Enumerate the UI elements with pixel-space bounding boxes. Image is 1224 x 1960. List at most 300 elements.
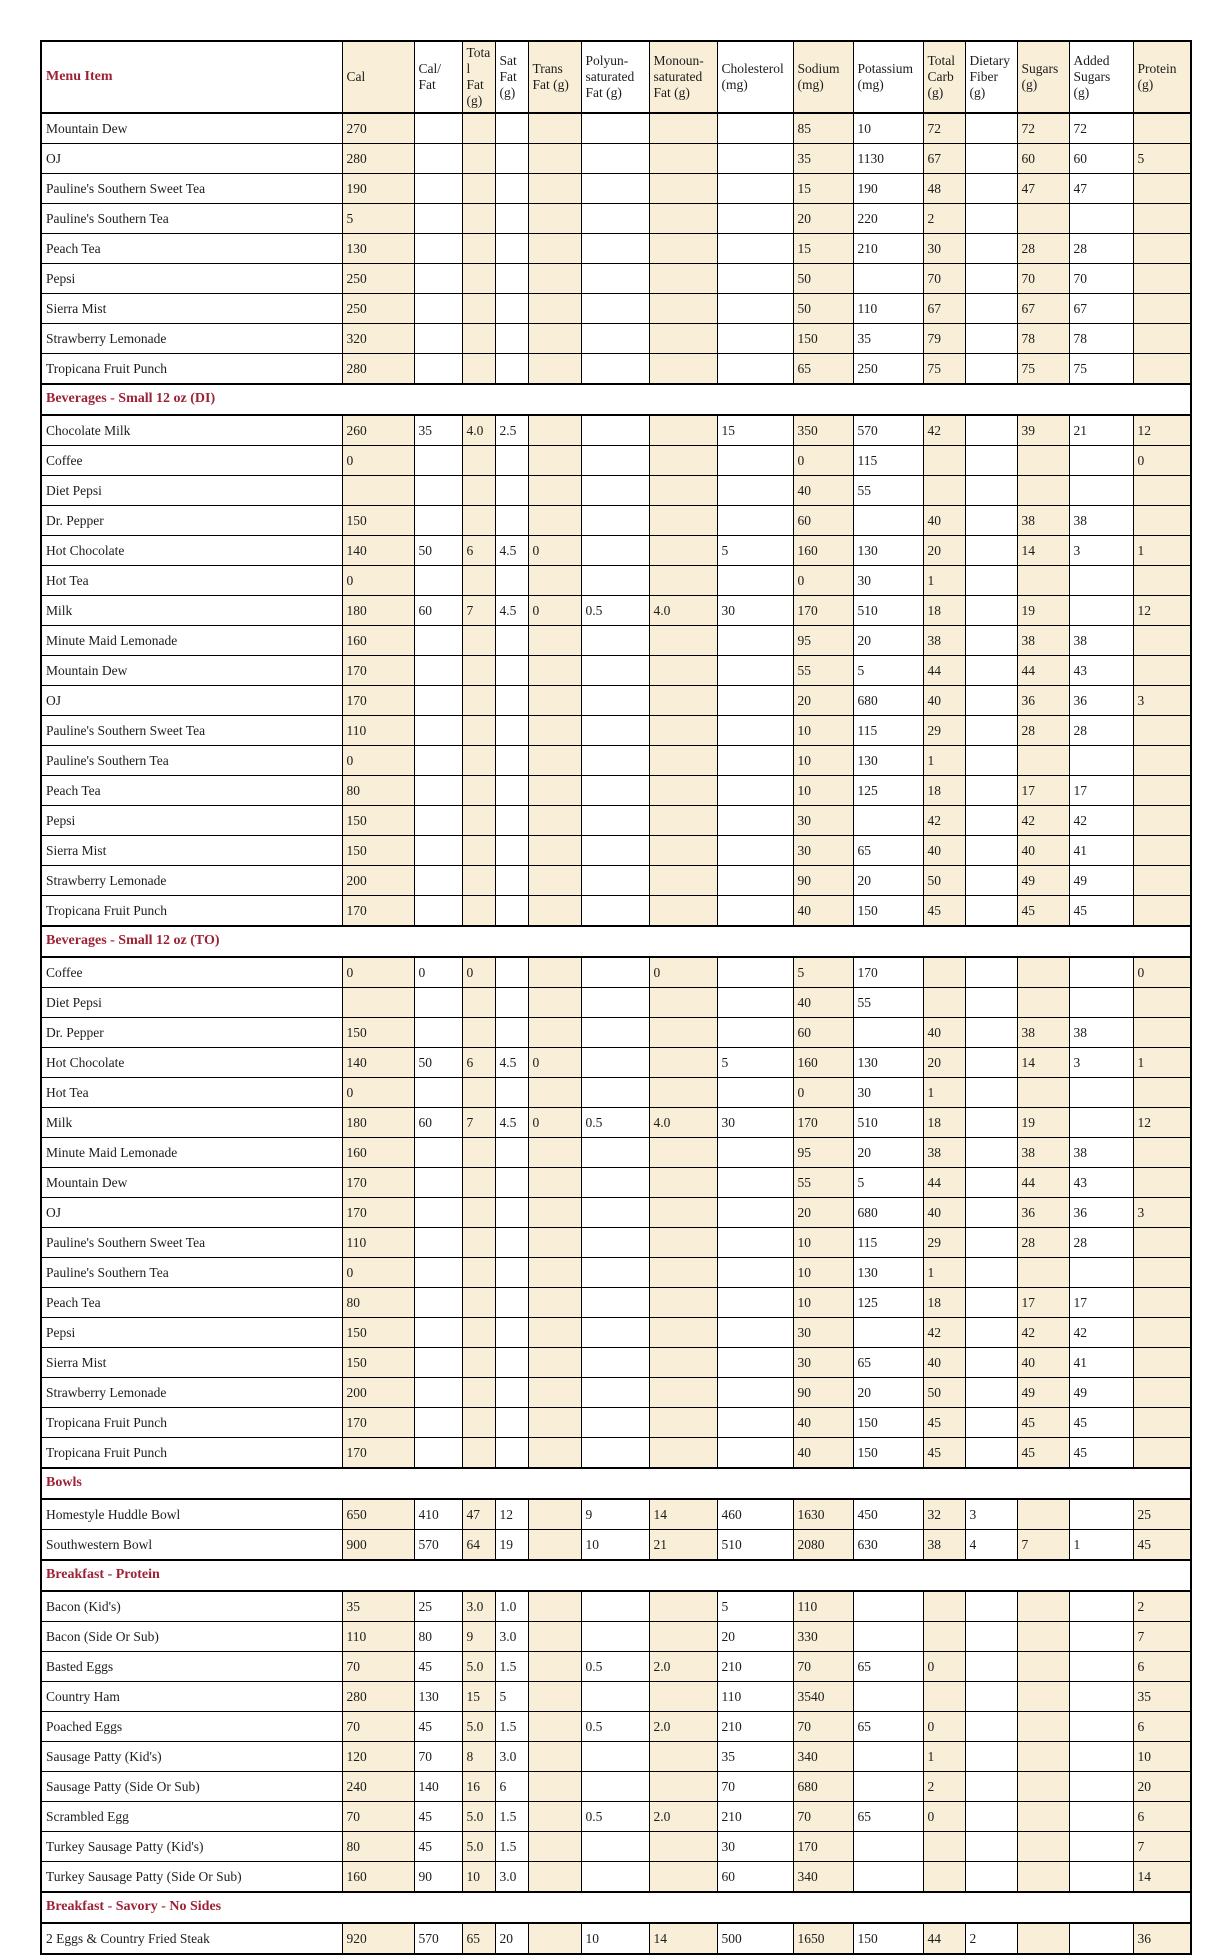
value-cell <box>414 1408 462 1438</box>
value-cell <box>414 1288 462 1318</box>
value-cell <box>965 1438 1017 1469</box>
menu-item-cell: Pauline's Southern Tea <box>41 204 342 234</box>
value-cell: 28 <box>1069 1228 1133 1258</box>
value-cell: 5.0 <box>462 1802 495 1832</box>
value-cell <box>462 656 495 686</box>
value-cell: 38 <box>1017 506 1069 536</box>
value-cell <box>1069 1108 1133 1138</box>
table-row <box>41 656 1191 686</box>
value-cell <box>581 1348 649 1378</box>
value-cell: 115 <box>853 446 923 476</box>
value-cell <box>581 686 649 716</box>
value-cell <box>853 1772 923 1802</box>
value-cell <box>414 1438 462 1469</box>
value-cell <box>965 1832 1017 1862</box>
value-cell: 510 <box>853 596 923 626</box>
value-cell <box>414 294 462 324</box>
value-cell: 3 <box>1133 1198 1191 1228</box>
value-cell <box>717 354 793 385</box>
value-cell: 80 <box>342 776 414 806</box>
menu-item-cell: Mountain Dew <box>41 1168 342 1198</box>
value-cell: 170 <box>342 1168 414 1198</box>
value-cell <box>581 1018 649 1048</box>
value-cell <box>649 234 717 264</box>
value-cell: 20 <box>923 536 965 566</box>
value-cell: 110 <box>342 1228 414 1258</box>
value-cell <box>462 988 495 1018</box>
value-cell: 15 <box>462 1682 495 1712</box>
value-cell <box>342 988 414 1018</box>
value-cell <box>1017 746 1069 776</box>
value-cell: 1 <box>923 1258 965 1288</box>
section-header-row <box>41 1468 1191 1499</box>
value-cell: 41 <box>1069 1348 1133 1378</box>
value-cell: 80 <box>342 1832 414 1862</box>
value-cell: 40 <box>1017 836 1069 866</box>
value-cell <box>581 1198 649 1228</box>
value-cell: 17 <box>1017 776 1069 806</box>
menu-item-cell: Dr. Pepper <box>41 1018 342 1048</box>
value-cell: 44 <box>923 1168 965 1198</box>
value-cell: 42 <box>1069 1318 1133 1348</box>
value-cell <box>495 1198 528 1228</box>
column-header-added-sugars-g: Added Sugars (g) <box>1069 41 1133 113</box>
value-cell <box>1017 476 1069 506</box>
value-cell: 36 <box>1069 1198 1133 1228</box>
value-cell: 47 <box>1017 174 1069 204</box>
value-cell <box>1069 746 1133 776</box>
value-cell <box>581 776 649 806</box>
value-cell: 60 <box>793 506 853 536</box>
menu-item-cell: Basted Eggs <box>41 1652 342 1682</box>
section-header-row <box>41 1892 1191 1923</box>
value-cell: 0 <box>342 1258 414 1288</box>
value-cell <box>462 896 495 927</box>
value-cell <box>717 806 793 836</box>
value-cell <box>649 204 717 234</box>
value-cell <box>528 686 581 716</box>
value-cell <box>717 1168 793 1198</box>
value-cell: 0 <box>528 536 581 566</box>
value-cell: 3.0 <box>495 1862 528 1893</box>
value-cell <box>965 536 1017 566</box>
value-cell: 41 <box>1069 836 1133 866</box>
value-cell <box>528 1772 581 1802</box>
value-cell <box>1133 656 1191 686</box>
value-cell <box>414 476 462 506</box>
value-cell <box>965 836 1017 866</box>
value-cell: 17 <box>1069 1288 1133 1318</box>
value-cell <box>462 1168 495 1198</box>
menu-item-cell: Tropicana Fruit Punch <box>41 896 342 927</box>
value-cell <box>414 746 462 776</box>
value-cell: 120 <box>342 1742 414 1772</box>
value-cell: 70 <box>793 1712 853 1742</box>
value-cell <box>528 836 581 866</box>
value-cell <box>649 1228 717 1258</box>
column-header-cal-fat: Cal/ Fat <box>414 41 462 113</box>
value-cell: 95 <box>793 626 853 656</box>
value-cell <box>853 1318 923 1348</box>
value-cell: 210 <box>717 1802 793 1832</box>
value-cell <box>462 1258 495 1288</box>
value-cell: 0 <box>649 957 717 988</box>
value-cell <box>495 144 528 174</box>
value-cell: 21 <box>1069 415 1133 446</box>
value-cell: 30 <box>717 1108 793 1138</box>
value-cell <box>462 1018 495 1048</box>
table-row <box>41 1742 1191 1772</box>
value-cell <box>528 1591 581 1622</box>
menu-item-cell: Scrambled Egg <box>41 1802 342 1832</box>
value-cell: 130 <box>414 1682 462 1712</box>
value-cell <box>528 113 581 144</box>
value-cell <box>649 566 717 596</box>
value-cell <box>1133 324 1191 354</box>
value-cell <box>528 1652 581 1682</box>
value-cell <box>649 506 717 536</box>
section-header-breakfast-savory-no-sides: Breakfast - Savory - No Sides <box>41 1892 1191 1923</box>
value-cell: 20 <box>853 626 923 656</box>
value-cell: 170 <box>342 656 414 686</box>
value-cell: 150 <box>853 1923 923 1954</box>
value-cell: 150 <box>342 1318 414 1348</box>
value-cell <box>528 1499 581 1530</box>
value-cell <box>649 415 717 446</box>
value-cell: 64 <box>462 1530 495 1561</box>
table-row <box>41 113 1191 144</box>
table-row <box>41 415 1191 446</box>
value-cell <box>1133 1258 1191 1288</box>
value-cell: 72 <box>1017 113 1069 144</box>
value-cell <box>528 476 581 506</box>
value-cell <box>717 1348 793 1378</box>
menu-item-cell: Chocolate Milk <box>41 415 342 446</box>
value-cell <box>414 776 462 806</box>
value-cell <box>965 415 1017 446</box>
value-cell: 38 <box>1017 1138 1069 1168</box>
value-cell: 180 <box>342 596 414 626</box>
value-cell <box>581 113 649 144</box>
value-cell <box>462 836 495 866</box>
value-cell <box>649 1258 717 1288</box>
value-cell: 6 <box>1133 1712 1191 1742</box>
value-cell: 630 <box>853 1530 923 1561</box>
value-cell: 1 <box>923 1742 965 1772</box>
menu-item-cell: Peach Tea <box>41 234 342 264</box>
value-cell <box>462 566 495 596</box>
value-cell: 38 <box>1069 626 1133 656</box>
value-cell: 1.5 <box>495 1832 528 1862</box>
value-cell <box>649 113 717 144</box>
value-cell: 44 <box>1017 656 1069 686</box>
value-cell <box>649 1168 717 1198</box>
value-cell <box>717 174 793 204</box>
value-cell <box>1017 957 1069 988</box>
value-cell <box>965 686 1017 716</box>
value-cell <box>649 1682 717 1712</box>
value-cell: 70 <box>342 1652 414 1682</box>
value-cell <box>717 1438 793 1469</box>
value-cell <box>495 716 528 746</box>
value-cell <box>717 836 793 866</box>
value-cell: 330 <box>793 1622 853 1652</box>
value-cell <box>717 506 793 536</box>
value-cell <box>581 1591 649 1622</box>
value-cell <box>462 144 495 174</box>
value-cell: 35 <box>1133 1682 1191 1712</box>
value-cell: 10 <box>1133 1742 1191 1772</box>
value-cell: 240 <box>342 1772 414 1802</box>
value-cell: 2 <box>923 1772 965 1802</box>
value-cell: 20 <box>495 1923 528 1954</box>
value-cell: 160 <box>342 626 414 656</box>
value-cell: 30 <box>793 836 853 866</box>
value-cell <box>649 626 717 656</box>
value-cell: 125 <box>853 776 923 806</box>
value-cell: 0 <box>793 566 853 596</box>
value-cell: 150 <box>853 1408 923 1438</box>
value-cell: 210 <box>717 1712 793 1742</box>
value-cell: 30 <box>717 596 793 626</box>
value-cell <box>495 446 528 476</box>
value-cell: 45 <box>414 1652 462 1682</box>
column-header-row <box>41 41 1191 113</box>
value-cell: 55 <box>793 656 853 686</box>
value-cell: 160 <box>342 1138 414 1168</box>
value-cell: 38 <box>923 626 965 656</box>
value-cell: 6 <box>462 536 495 566</box>
menu-item-cell: Strawberry Lemonade <box>41 324 342 354</box>
table-row <box>41 1923 1191 1954</box>
table-row <box>41 1348 1191 1378</box>
value-cell: 50 <box>793 294 853 324</box>
value-cell: 1.5 <box>495 1802 528 1832</box>
table-row <box>41 1318 1191 1348</box>
value-cell: 50 <box>923 1378 965 1408</box>
value-cell <box>649 716 717 746</box>
value-cell <box>495 324 528 354</box>
value-cell <box>581 1138 649 1168</box>
value-cell <box>414 716 462 746</box>
value-cell <box>649 836 717 866</box>
value-cell <box>1069 446 1133 476</box>
value-cell: 5 <box>853 1168 923 1198</box>
value-cell <box>1133 866 1191 896</box>
value-cell <box>1133 746 1191 776</box>
menu-item-cell: Pauline's Southern Sweet Tea <box>41 174 342 204</box>
value-cell <box>965 806 1017 836</box>
value-cell <box>649 174 717 204</box>
value-cell <box>462 1288 495 1318</box>
value-cell: 21 <box>649 1530 717 1561</box>
value-cell <box>495 174 528 204</box>
value-cell: 50 <box>793 264 853 294</box>
value-cell: 17 <box>1017 1288 1069 1318</box>
value-cell <box>649 1078 717 1108</box>
value-cell <box>923 1591 965 1622</box>
value-cell: 4 <box>965 1530 1017 1561</box>
value-cell: 32 <box>923 1499 965 1530</box>
menu-item-cell: Mountain Dew <box>41 656 342 686</box>
value-cell <box>717 1258 793 1288</box>
value-cell <box>528 1742 581 1772</box>
menu-item-cell: Country Ham <box>41 1682 342 1712</box>
value-cell <box>414 113 462 144</box>
table-row <box>41 1591 1191 1622</box>
value-cell <box>717 896 793 927</box>
value-cell <box>581 354 649 385</box>
value-cell: 67 <box>1017 294 1069 324</box>
value-cell <box>495 113 528 144</box>
value-cell: 18 <box>923 1108 965 1138</box>
value-cell <box>414 626 462 656</box>
value-cell <box>1069 1862 1133 1893</box>
value-cell: 38 <box>1017 626 1069 656</box>
value-cell: 80 <box>414 1622 462 1652</box>
value-cell: 110 <box>342 1622 414 1652</box>
value-cell <box>462 1228 495 1258</box>
value-cell <box>495 746 528 776</box>
value-cell <box>1069 1682 1133 1712</box>
value-cell <box>528 1228 581 1258</box>
value-cell: 14 <box>1017 1048 1069 1078</box>
value-cell: 170 <box>342 686 414 716</box>
value-cell: 60 <box>1017 144 1069 174</box>
value-cell <box>528 1018 581 1048</box>
value-cell <box>462 506 495 536</box>
value-cell: 35 <box>853 324 923 354</box>
value-cell <box>1133 1078 1191 1108</box>
value-cell <box>528 626 581 656</box>
value-cell: 0 <box>528 1108 581 1138</box>
table-row <box>41 264 1191 294</box>
column-header-protein-g: Protein (g) <box>1133 41 1191 113</box>
value-cell: 40 <box>793 1408 853 1438</box>
value-cell <box>581 1258 649 1288</box>
value-cell <box>1133 174 1191 204</box>
value-cell: 30 <box>853 566 923 596</box>
value-cell: 340 <box>793 1742 853 1772</box>
value-cell <box>462 686 495 716</box>
table-row <box>41 626 1191 656</box>
value-cell: 65 <box>853 1802 923 1832</box>
value-cell: 110 <box>717 1682 793 1712</box>
value-cell <box>1133 354 1191 385</box>
value-cell: 280 <box>342 144 414 174</box>
value-cell <box>1017 1862 1069 1893</box>
table-row <box>41 957 1191 988</box>
value-cell <box>965 354 1017 385</box>
value-cell <box>853 806 923 836</box>
value-cell <box>528 1078 581 1108</box>
menu-item-cell: Peach Tea <box>41 1288 342 1318</box>
value-cell: 130 <box>853 746 923 776</box>
table-row <box>41 1408 1191 1438</box>
value-cell <box>495 957 528 988</box>
table-row <box>41 1198 1191 1228</box>
table-row <box>41 354 1191 385</box>
value-cell <box>965 476 1017 506</box>
value-cell <box>1069 1712 1133 1742</box>
value-cell <box>462 716 495 746</box>
column-header-menu-item: Menu Item <box>41 41 342 113</box>
value-cell <box>462 1318 495 1348</box>
value-cell <box>1017 1712 1069 1742</box>
value-cell: 10 <box>793 1288 853 1318</box>
value-cell: 4.0 <box>649 1108 717 1138</box>
value-cell <box>528 506 581 536</box>
table-row <box>41 294 1191 324</box>
value-cell: 0 <box>342 446 414 476</box>
value-cell: 5 <box>1133 144 1191 174</box>
value-cell: 19 <box>1017 1108 1069 1138</box>
value-cell: 18 <box>923 1288 965 1318</box>
value-cell <box>414 1348 462 1378</box>
value-cell <box>462 866 495 896</box>
value-cell <box>528 1802 581 1832</box>
value-cell <box>581 656 649 686</box>
value-cell <box>581 324 649 354</box>
value-cell <box>462 324 495 354</box>
value-cell <box>528 746 581 776</box>
value-cell <box>462 294 495 324</box>
value-cell: 250 <box>853 354 923 385</box>
value-cell: 30 <box>793 1318 853 1348</box>
value-cell: 90 <box>793 1378 853 1408</box>
menu-item-cell: Poached Eggs <box>41 1712 342 1742</box>
value-cell <box>528 1622 581 1652</box>
value-cell: 44 <box>923 1923 965 1954</box>
value-cell <box>965 1018 1017 1048</box>
value-cell <box>528 1438 581 1469</box>
value-cell: 65 <box>462 1923 495 1954</box>
value-cell <box>853 1832 923 1862</box>
value-cell <box>649 1408 717 1438</box>
value-cell: 20 <box>923 1048 965 1078</box>
value-cell: 190 <box>853 174 923 204</box>
value-cell <box>1133 836 1191 866</box>
table-row <box>41 566 1191 596</box>
value-cell: 55 <box>793 1168 853 1198</box>
value-cell: 3.0 <box>495 1742 528 1772</box>
table-row <box>41 1772 1191 1802</box>
value-cell: 20 <box>793 204 853 234</box>
value-cell: 75 <box>1017 354 1069 385</box>
value-cell: 3 <box>1069 536 1133 566</box>
value-cell <box>1069 1622 1133 1652</box>
value-cell: 44 <box>1017 1168 1069 1198</box>
value-cell: 85 <box>793 113 853 144</box>
value-cell <box>528 1288 581 1318</box>
value-cell: 7 <box>1133 1832 1191 1862</box>
value-cell: 160 <box>793 1048 853 1078</box>
value-cell: 0 <box>528 1048 581 1078</box>
value-cell: 18 <box>923 776 965 806</box>
value-cell <box>495 294 528 324</box>
value-cell <box>528 1138 581 1168</box>
value-cell: 570 <box>853 415 923 446</box>
value-cell <box>1069 1652 1133 1682</box>
value-cell: 7 <box>462 1108 495 1138</box>
value-cell: 3.0 <box>495 1622 528 1652</box>
value-cell <box>414 566 462 596</box>
column-header-cal: Cal <box>342 41 414 113</box>
value-cell <box>965 446 1017 476</box>
table-row <box>41 204 1191 234</box>
value-cell <box>1133 1438 1191 1469</box>
value-cell: 49 <box>1017 866 1069 896</box>
